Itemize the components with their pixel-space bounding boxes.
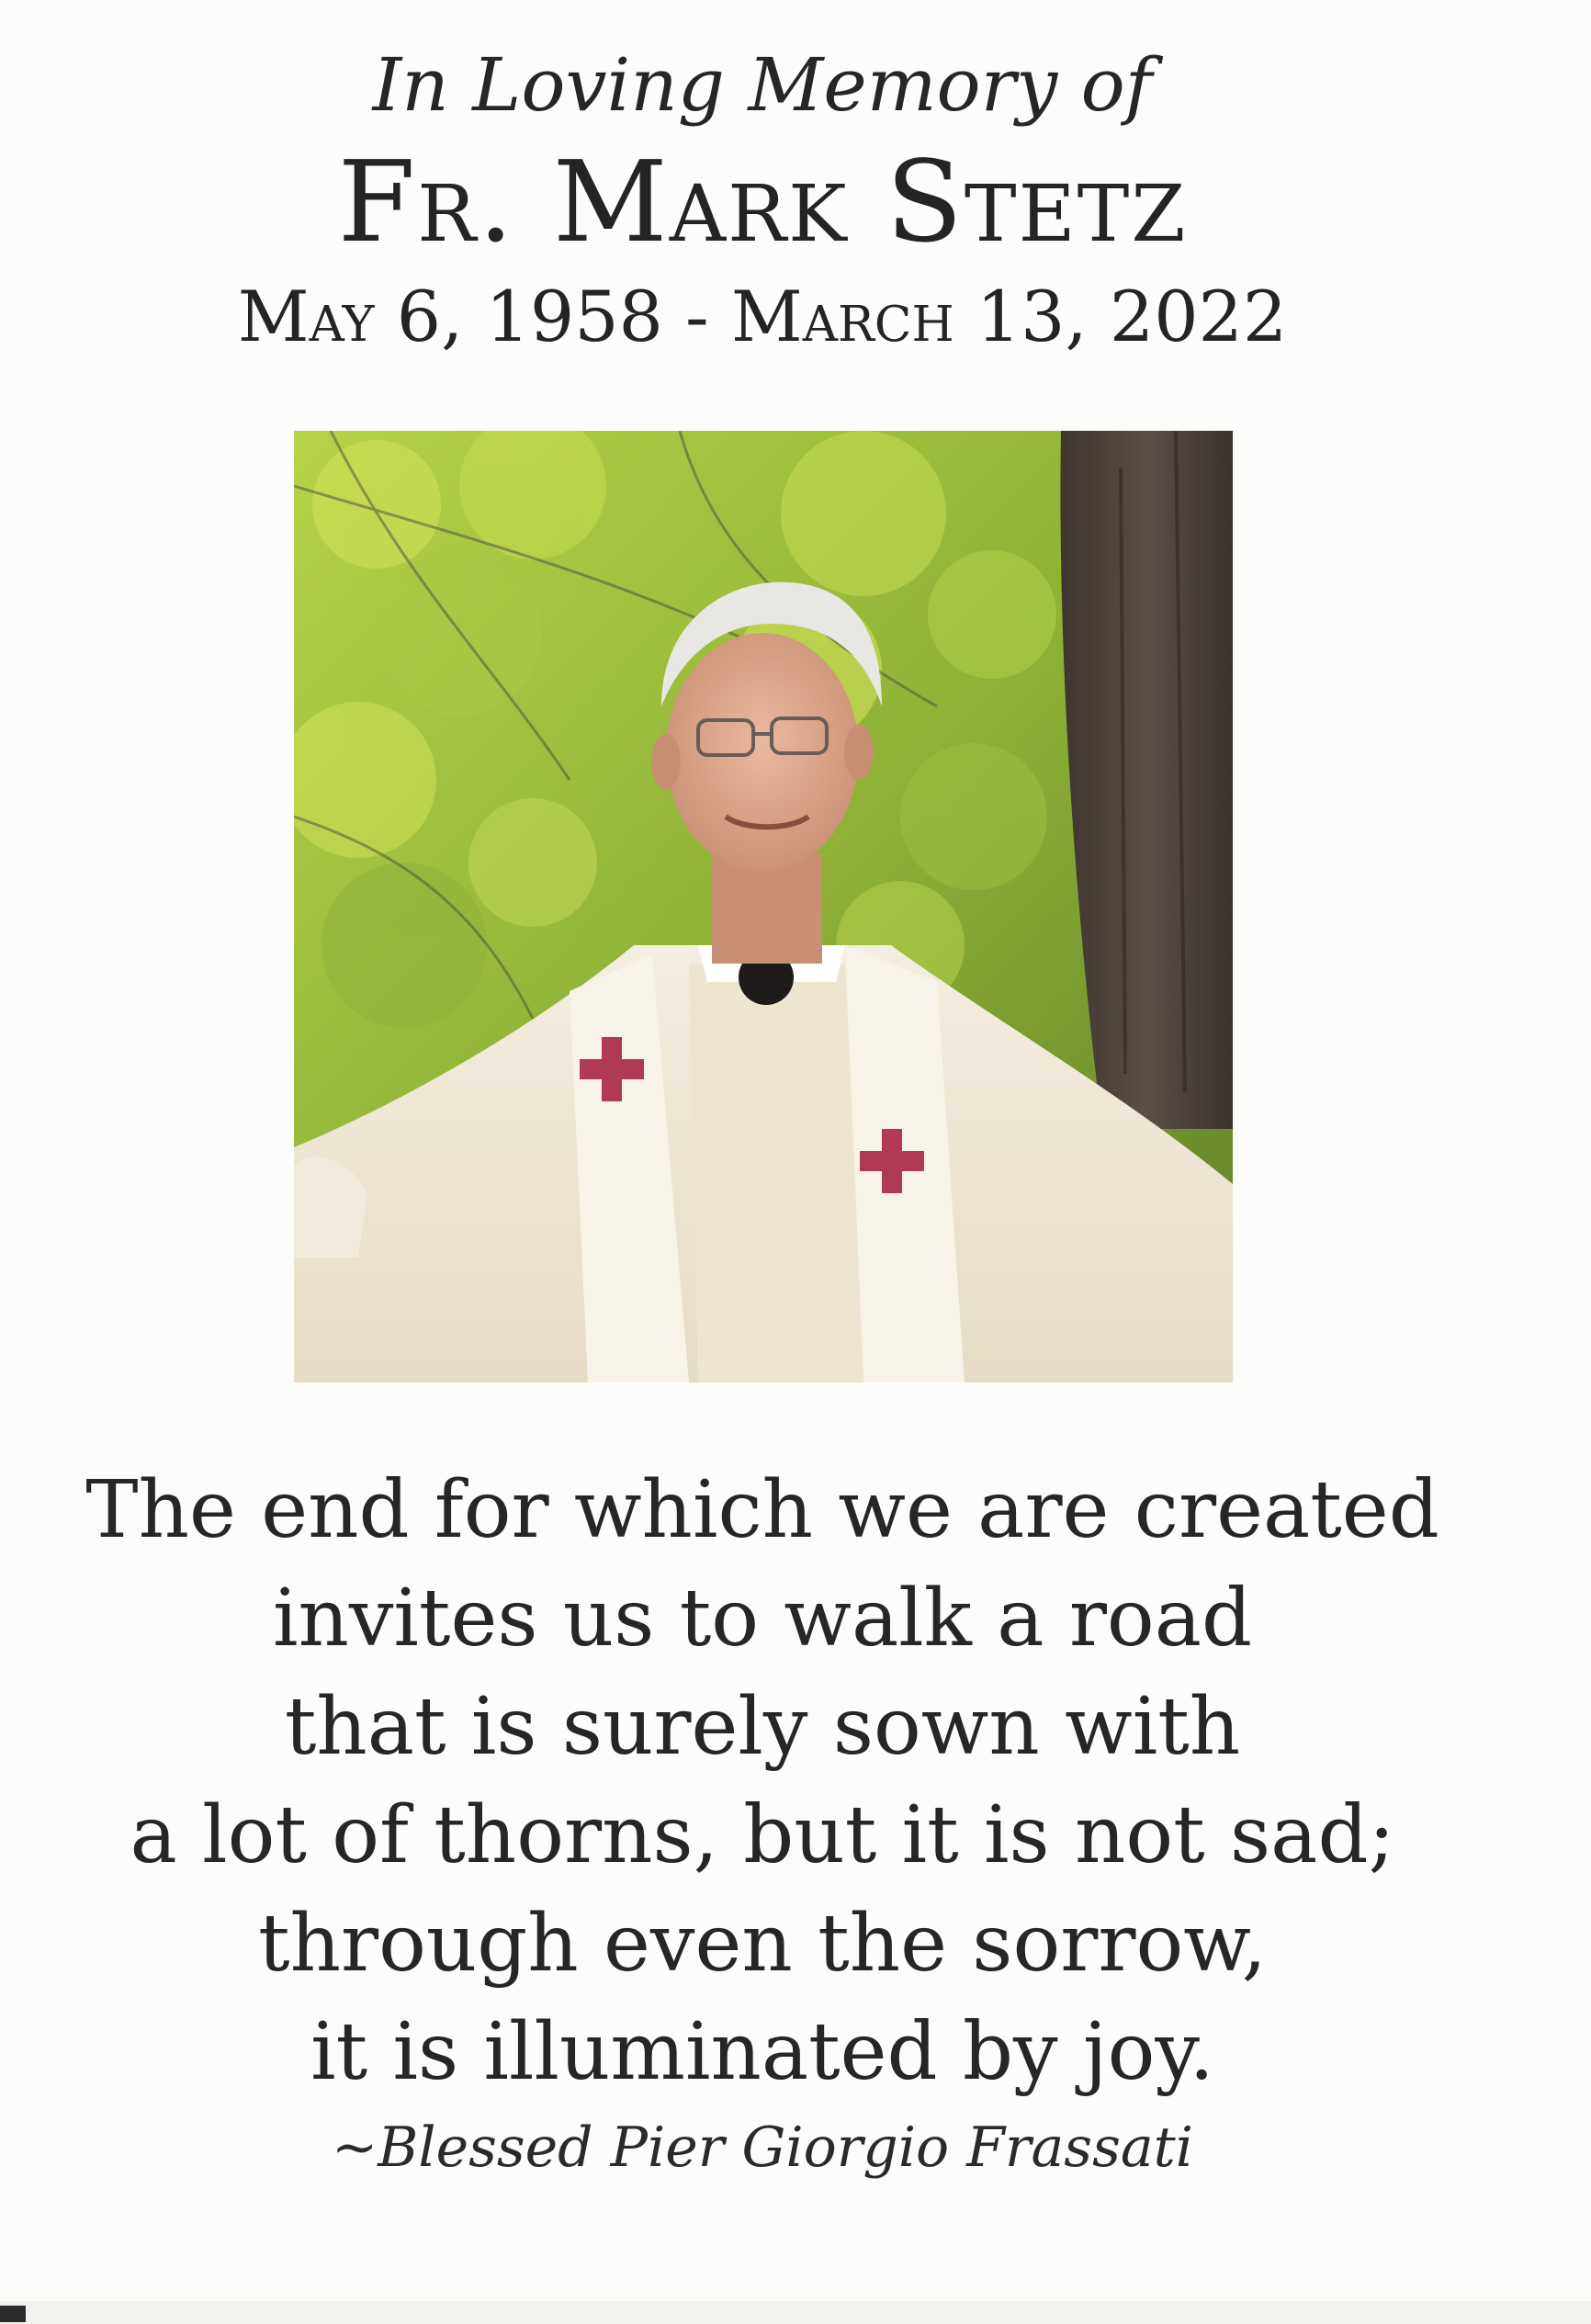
- quote-line: The end for which we are created: [85, 1464, 1439, 1556]
- quote-line: through even the sorrow,: [258, 1898, 1267, 1990]
- portrait-illustration: [294, 431, 1233, 1382]
- quote-line: that is surely sown with: [284, 1681, 1241, 1773]
- quote: [55, 1456, 1470, 2189]
- quote-attribution: ~Blessed Pier Giorgio Frassati: [332, 2115, 1193, 2180]
- portrait-photo: [294, 431, 1233, 1382]
- quote-line: it is illuminated by joy.: [310, 2006, 1214, 2098]
- quote-line: a lot of thorns, but it is not sad;: [130, 1789, 1395, 1881]
- card-bottom-edge: [0, 2301, 1591, 2324]
- scan-edge-mark: [0, 2306, 26, 2322]
- life-dates: May 6, 1958 - March 13, 2022: [237, 276, 1288, 357]
- memorial-heading: In Loving Memory of: [372, 42, 1153, 128]
- deceased-name: Fr. Mark Stetz: [337, 137, 1188, 267]
- quote-line: invites us to walk a road: [272, 1573, 1253, 1664]
